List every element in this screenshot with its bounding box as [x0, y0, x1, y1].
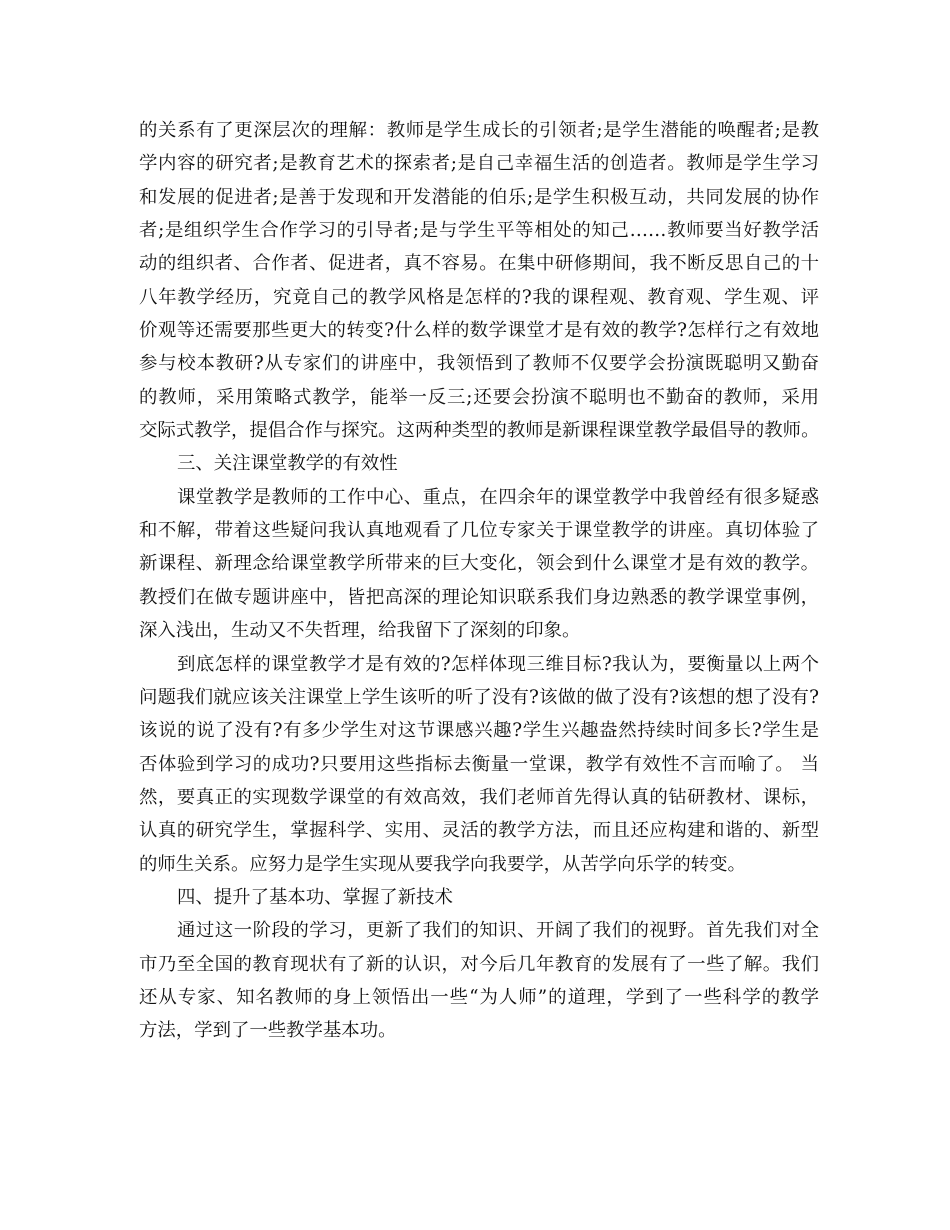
body-line: 的师生关系。应努力是学生实现从要我学向我要学，从苦学向乐学的转变。	[139, 853, 746, 875]
body-line: 者;是组织学生合作学习的引导者;是与学生平等相处的知己……教师要当好教学活	[139, 220, 819, 242]
body-line: 还从专家、知名教师的身上领悟出一些“为人师”的道理，学到了一些科学的教学	[139, 986, 819, 1008]
body-line: 认真的研究学生，掌握科学、实用、灵活的教学方法，而且还应构建和谐的、新型	[139, 820, 819, 842]
body-line: 教授们在做专题讲座中，皆把高深的理论知识联系我们身边熟悉的教学课堂事例，	[139, 586, 819, 608]
body-line: 方法，学到了一些教学基本功。	[139, 1020, 397, 1042]
body-line: 问题我们就应该关注课堂上学生该听的听了没有?该做的做了没有?该想的想了没有?	[139, 686, 819, 708]
body-line: 价观等还需要那些更大的转变?什么样的数学课堂才是有效的教学?怎样行之有效地	[139, 320, 819, 342]
body-line: 的教师，采用策略式教学，能举一反三;还要会扮演不聪明也不勤奋的教师，采用	[139, 386, 819, 408]
section-heading: 四、提升了基本功、掌握了新技术	[177, 886, 453, 908]
body-line: 课堂教学是教师的工作中心、重点，在四余年的课堂教学中我曾经有很多疑惑	[177, 486, 819, 508]
body-line: 深入浅出，生动又不失哲理，给我留下了深刻的印象。	[139, 620, 581, 642]
body-line: 否体验到学习的成功?只要用这些指标去衡量一堂课，教学有效性不言而喻了。 当	[139, 753, 819, 775]
body-line: 八年教学经历，究竟自己的教学风格是怎样的?我的课程观、教育观、学生观、评	[139, 286, 819, 308]
body-line: 的关系有了更深层次的理解：教师是学生成长的引领者;是学生潜能的唤醒者;是教	[139, 120, 819, 141]
body-line: 该说的说了没有?有多少学生对这节课感兴趣?学生兴趣盎然持续时间多长?学生是	[139, 720, 819, 742]
body-line: 新课程、新理念给课堂教学所带来的巨大变化，领会到什么课堂才是有效的教学。	[139, 553, 819, 575]
body-line: 参与校本教研?从专家们的讲座中，我领悟到了教师不仅要学会扮演既聪明又勤奋	[139, 353, 819, 375]
body-line: 市乃至全国的教育现状有了新的认识，对今后几年教育的发展有了一些了解。我们	[139, 953, 819, 975]
body-line: 通过这一阶段的学习，更新了我们的知识、开阔了我们的视野。首先我们对全	[177, 920, 819, 942]
body-line: 学内容的研究者;是教育艺术的探索者;是自己幸福生活的创造者。教师是学生学习	[139, 153, 819, 175]
body-line: 和发展的促进者;是善于发现和开发潜能的伯乐;是学生积极互动，共同发展的协作	[139, 186, 819, 208]
section-heading: 三、关注课堂教学的有效性	[177, 453, 398, 475]
body-line: 到底怎样的课堂教学才是有效的?怎样体现三维目标?我认为，要衡量以上两个	[177, 653, 819, 675]
document-body	[139, 114, 819, 1048]
body-line: 和不解，带着这些疑问我认真地观看了几位专家关于课堂教学的讲座。真切体验了	[139, 520, 819, 542]
body-line: 然，要真正的实现数学课堂的有效高效，我们老师首先得认真的钻研教材、课标，	[139, 786, 819, 808]
body-line: 动的组织者、合作者、促进者，真不容易。在集中研修期间，我不断反思自己的十	[139, 253, 819, 275]
body-line: 交际式教学，提倡合作与探究。这两种类型的教师是新课程课堂教学最倡导的教师。	[139, 420, 820, 442]
